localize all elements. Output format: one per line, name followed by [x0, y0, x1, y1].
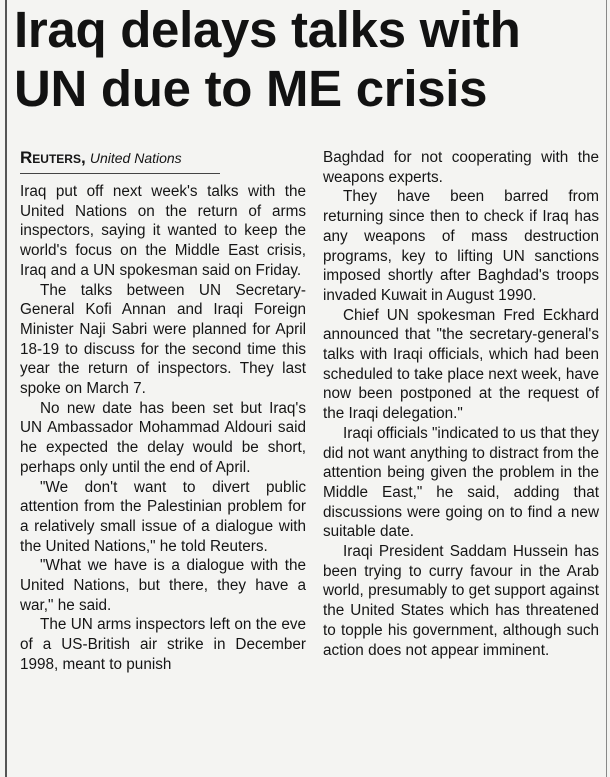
headline-line-1: Iraq delays talks with — [14, 1, 521, 58]
paragraph: Chief UN spokesman Fred Eckhard announced that "the secretary-general's talks with Iraqi officials, which had been scheduled to take place next week, have now been postponed at the request of the Iraqi delegation." — [323, 306, 599, 423]
paragraph: They have been barred from returning since then to check if Iraq has any weapons of mass destruction programs, key to lifting UN sanctions imposed shortly after Baghdad's troops invaded Kuwait in August 1990. — [323, 188, 599, 304]
article-column-1 — [20, 148, 306, 675]
byline-place: United Nations — [89, 150, 182, 166]
paragraph: Iraq put off next week's talks with the United Nations on the return of arms inspectors, saying it wanted to keep the world's focus on the Middle East crisis, Iraq and a UN spokesman said on Friday. — [20, 183, 306, 279]
paragraph-continued: Baghdad for not cooperating with the weapons experts. — [323, 149, 599, 186]
byline — [20, 148, 220, 174]
paragraph: "What we have is a dialogue with the United Nations, but there, they have a war," he said. — [20, 557, 306, 614]
paragraph: No new date has been set but Iraq's UN Ambassador Mohammad Aldouri said he expected the delay would be short, perhaps only until the end of April. — [20, 399, 306, 476]
article-column-2 — [323, 148, 599, 660]
headline — [14, 0, 604, 118]
paragraph: Iraqi President Saddam Hussein has been trying to curry favour in the Arab world, presumably to get support against the United States which has threatened to topple his government, although such action does not appear imminent. — [323, 543, 599, 659]
paragraph: Iraqi officials "indicated to us that they did not want anything to distract from the attention being given the problem in the Middle East," he said, adding that discussions were going on to find a new suitable date. — [323, 424, 599, 541]
right-border-rule — [606, 0, 607, 777]
left-border-rule — [5, 0, 7, 777]
headline-line-2: UN due to ME crisis — [14, 60, 488, 117]
byline-agency: Reuters, — [20, 148, 86, 167]
paragraph: "We don't want to divert public attention from the Palestinian problem for a relatively small issue of a dialogue with the United Nations," he told Reuters. — [20, 478, 306, 555]
paragraph: The UN arms inspectors left on the eve of a US-British air strike in December 1998, meant to punish — [20, 616, 306, 673]
paragraph: The talks between UN Secretary-General Kofi Annan and Iraqi Foreign Minister Naji Sabri were planned for April 18-19 to discuss for the second time this year the return of inspectors. They last spoke on March 7. — [20, 281, 306, 398]
